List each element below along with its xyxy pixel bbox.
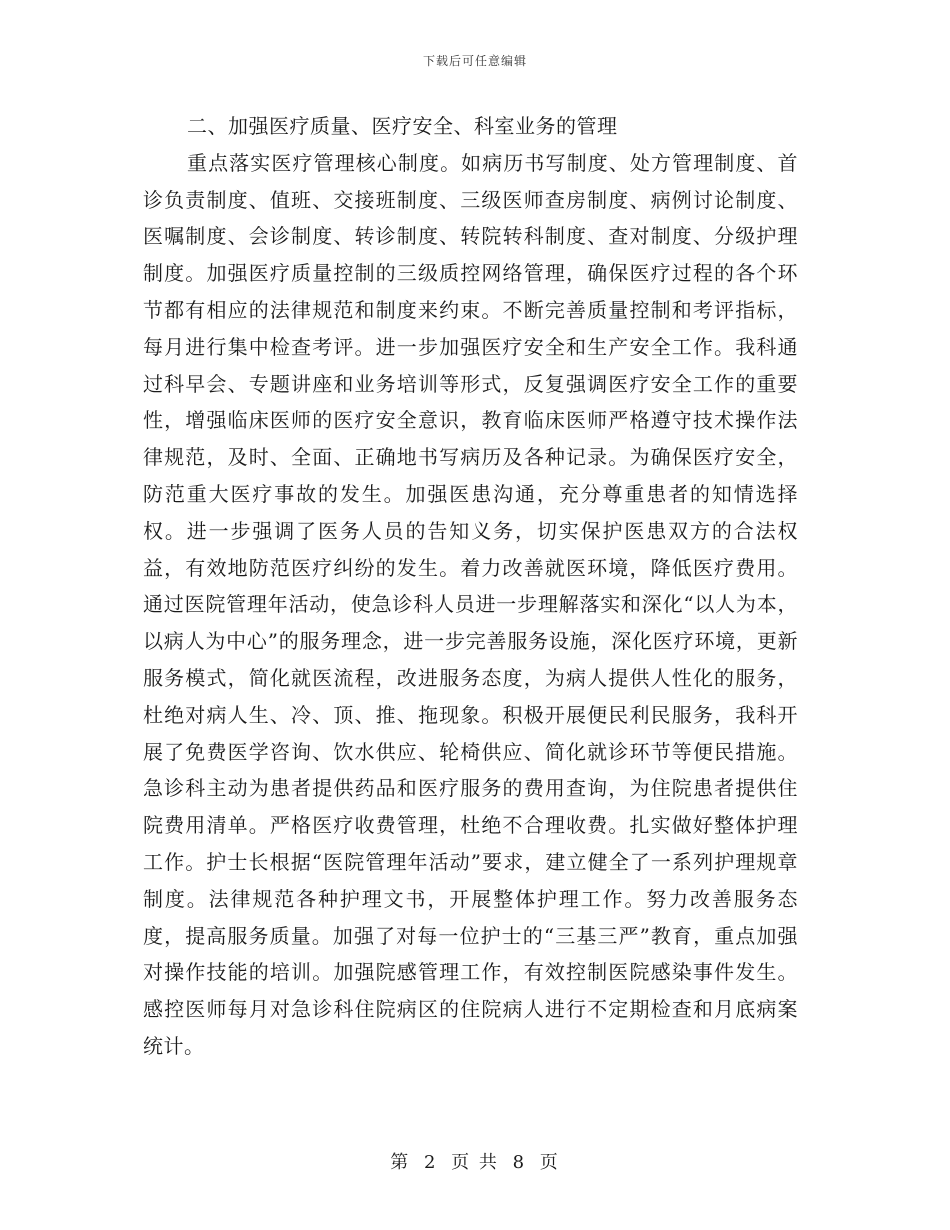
- footer-middle: 页 共: [451, 1152, 499, 1173]
- footer-prefix: 第: [390, 1152, 411, 1173]
- body-paragraph: 重点落实医疗管理核心制度。如病历书写制度、处方管理制度、首诊负责制度、值班、交接班制度、三级医师查房制度、病例讨论制度、医嘱制度、会诊制度、转诊制度、转院转科制度、查对制度、分级护理制度。加强医疗质量控制的三级质控网络管理，确保医疗过程的各个环节都有相应的法律规范和制度来约束。不断完善质量控制和考评指标，每月进行集中检查考评。进一步加强医疗安全和生产安全工作。我科通过科早会、专题讲座和业务培训等形式，反复强调医疗安全工作的重要性，增强临床医师的医疗安全意识，教育临床医师严格遵守技术操作法律规范，及时、全面、正确地书写病历及各种记录。为确保医疗安全，防范重大医疗事故的发生。加强医患沟通，充分尊重患者的知情选择权。进一步强调了医务人员的告知义务，切实保护医患双方的合法权益，有效地防范医疗纠纷的发生。着力改善就医环境，降低医疗费用。通过医院管理年活动，使急诊科人员进一步理解落实和深化“以人为本，以病人为中心”的服务理念，进一步完善服务设施，深化医疗环境，更新服务模式，简化就医流程，改进服务态度，为病人提供人性化的服务，杜绝对病人生、冷、顶、推、拖现象。积极开展便民利民服务，我科开展了免费医学咨询、饮水供应、轮椅供应、简化就诊环节等便民措施。急诊科主动为患者提供药品和医疗服务的费用查询，为住院患者提供住院费用清单。严格医疗收费管理，杜绝不合理收费。扎实做好整体护理工作。护士长根据“医院管理年活动”要求，建立健全了一系列护理规章制度。法律规范各种护理文书，开展整体护理工作。努力改善服务态度，提高服务质量。加强了对每一位护士的“三基三严”教育，重点加强对操作技能的培训。加强院感管理工作，有效控制医院感染事件发生。感控医师每月对急诊科住院病区的住院病人进行不定期检查和月底病案统计。: [143, 150, 798, 1058]
- page-footer: [0, 1148, 950, 1174]
- footer-total-pages: 8: [512, 1152, 527, 1173]
- page-header-note: 下载后可任意编辑: [422, 54, 527, 68]
- footer-suffix: 页: [539, 1152, 560, 1173]
- footer-current-page: 2: [423, 1152, 438, 1173]
- document-body: [143, 108, 798, 1065]
- section-heading: 二、加强医疗质量、医疗安全、科室业务的管理: [187, 114, 618, 138]
